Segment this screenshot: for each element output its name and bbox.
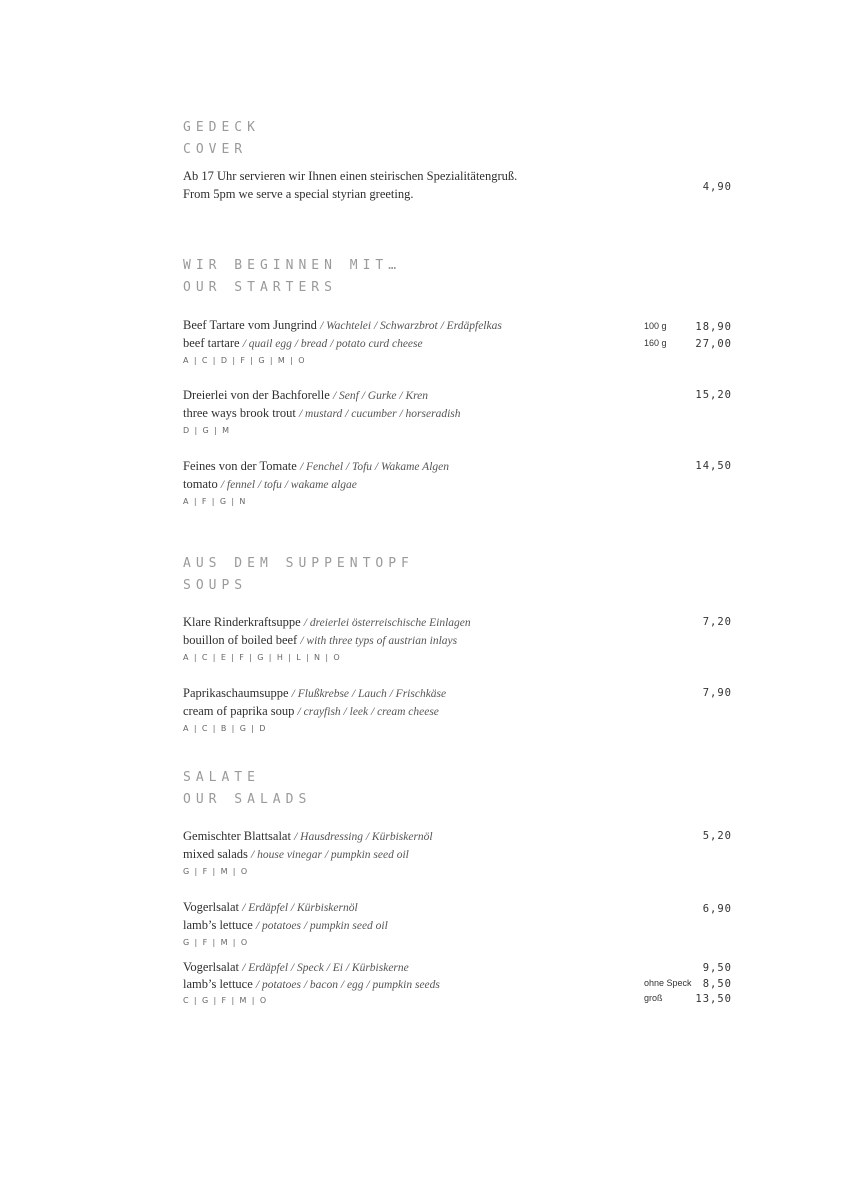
item-price: 14,50: [695, 460, 732, 472]
dish-name: Feines von der Tomate: [183, 459, 297, 473]
dish-name: Vogerlsalat: [183, 960, 240, 974]
dish-details: fennel / tofu / wakame algae: [226, 479, 357, 491]
item-price: 9,50: [702, 962, 732, 974]
section-title-starters-de: WIR BEGINNEN MIT…: [183, 258, 402, 273]
cover-price: 4,90: [702, 181, 732, 193]
dish-details: Senf / Gurke / Kren: [339, 390, 429, 402]
cover-line-en: From 5pm we serve a special styrian greeting.: [183, 187, 414, 201]
allergen-codes: A | C | B | G | D: [183, 724, 267, 733]
item-price: 6,90: [702, 903, 732, 915]
dish-details: crayfish / leek / cream cheese: [303, 706, 439, 718]
menu-item-name-en: lamb’s lettuce / potatoes / bacon / egg / pumpkin seeds: [183, 977, 440, 991]
section-title-salads-de: SALATE: [183, 770, 260, 785]
menu-item-name-de: Klare Rinderkraftsuppe / dreierlei österreischische Einlagen: [183, 615, 471, 629]
portion-size: groß: [644, 993, 663, 1003]
cover-line-de: Ab 17 Uhr servieren wir Ihnen einen steirischen Spezialitätengruß.: [183, 169, 518, 183]
menu-item-name-en: tomato / fennel / tofu / wakame algae: [183, 477, 357, 491]
menu-item-name-en: three ways brook trout / mustard / cucumber / horseradish: [183, 406, 461, 420]
menu-item-name-de: Paprikaschaumsuppe / Flußkrebse / Lauch / Frischkäse: [183, 686, 447, 700]
menu-item-name-en: mixed salads / house vinegar / pumpkin seed oil: [183, 847, 409, 861]
item-price: 8,50: [702, 978, 732, 990]
menu-item-name-de: Dreierlei von der Bachforelle / Senf / Gurke / Kren: [183, 388, 429, 402]
section-title-cover-en: COVER: [183, 142, 248, 157]
dish-details: dreierlei österreischische Einlagen: [309, 617, 471, 629]
dish-details: potatoes / pumpkin seed oil: [261, 920, 388, 932]
dish-name: Dreierlei von der Bachforelle: [183, 388, 330, 402]
dish-name: tomato: [183, 477, 218, 491]
allergen-codes: D | G | M: [183, 426, 231, 435]
allergen-codes: A | C | E | F | G | H | L | N | O: [183, 653, 342, 662]
allergen-codes: G | F | M | O: [183, 938, 249, 947]
dish-details: Flußkrebse / Lauch / Frischkäse: [297, 688, 447, 700]
dish-details: house vinegar / pumpkin seed oil: [257, 849, 409, 861]
dish-details: Hausdressing / Kürbiskernöl: [300, 831, 433, 843]
dish-name: lamb’s lettuce: [183, 918, 253, 932]
portion-size: 100 g: [644, 321, 667, 331]
section-title-salads-en: OUR SALADS: [183, 792, 312, 807]
menu-item-name-de: Gemischter Blattsalat / Hausdressing / Kürbiskernöl: [183, 829, 433, 843]
menu-item-name-en: lamb’s lettuce / potatoes / pumpkin seed oil: [183, 918, 388, 932]
dish-name: Gemischter Blattsalat: [183, 829, 291, 843]
item-price: 7,90: [702, 687, 732, 699]
allergen-codes: A | C | D | F | G | M | O: [183, 356, 306, 365]
portion-size: 160 g: [644, 338, 667, 348]
dish-name: bouillon of boiled beef: [183, 633, 298, 647]
item-price: 27,00: [695, 338, 732, 350]
dish-name: Beef Tartare vom Jungrind: [183, 318, 317, 332]
section-title-cover-de: GEDECK: [183, 120, 260, 135]
dish-name: Vogerlsalat: [183, 900, 240, 914]
dish-name: Klare Rinderkraftsuppe: [183, 615, 301, 629]
dish-details: with three typs of austrian inlays: [306, 635, 458, 647]
section-title-starters-en: OUR STARTERS: [183, 280, 337, 295]
allergen-codes: G | F | M | O: [183, 867, 249, 876]
section-title-soups-en: SOUPS: [183, 578, 248, 593]
dish-name: three ways brook trout: [183, 406, 296, 420]
dish-name: Paprikaschaumsuppe: [183, 686, 289, 700]
allergen-codes: A | F | G | N: [183, 497, 247, 506]
dish-name: beef tartare: [183, 336, 240, 350]
menu-item-name-de: Vogerlsalat / Erdäpfel / Speck / Ei / Kürbiskerne: [183, 960, 409, 974]
allergen-codes: C | G | F | M | O: [183, 996, 268, 1005]
item-price: 5,20: [702, 830, 732, 842]
menu-item-name-en: beef tartare / quail egg / bread / potato curd cheese: [183, 336, 423, 350]
dish-details: Erdäpfel / Speck / Ei / Kürbiskerne: [248, 962, 409, 974]
dish-name: lamb’s lettuce: [183, 977, 253, 991]
dish-details: mustard / cucumber / horseradish: [305, 408, 461, 420]
item-price: 13,50: [695, 993, 732, 1005]
menu-item-name-de: Feines von der Tomate / Fenchel / Tofu / Wakame Algen: [183, 459, 450, 473]
dish-details: Erdäpfel / Kürbiskernöl: [248, 902, 358, 914]
menu-item-name-de: Beef Tartare vom Jungrind / Wachtelei / Schwarzbrot / Erdäpfelkas: [183, 318, 502, 332]
item-price: 18,90: [695, 321, 732, 333]
menu-item-name-en: bouillon of boiled beef / with three typs of austrian inlays: [183, 633, 458, 647]
dish-name: mixed salads: [183, 847, 248, 861]
dish-details: potatoes / bacon / egg / pumpkin seeds: [261, 979, 440, 991]
dish-details: quail egg / bread / potato curd cheese: [248, 338, 423, 350]
menu-item-name-en: cream of paprika soup / crayfish / leek / cream cheese: [183, 704, 439, 718]
item-price: 15,20: [695, 389, 732, 401]
item-price: 7,20: [702, 616, 732, 628]
menu-item-name-de: Vogerlsalat / Erdäpfel / Kürbiskernöl: [183, 900, 358, 914]
dish-details: Wachtelei / Schwarzbrot / Erdäpfelkas: [326, 320, 502, 332]
portion-size: ohne Speck: [644, 978, 692, 988]
dish-name: cream of paprika soup: [183, 704, 295, 718]
dish-details: Fenchel / Tofu / Wakame Algen: [306, 461, 450, 473]
section-title-soups-de: AUS DEM SUPPENTOPF: [183, 556, 414, 571]
